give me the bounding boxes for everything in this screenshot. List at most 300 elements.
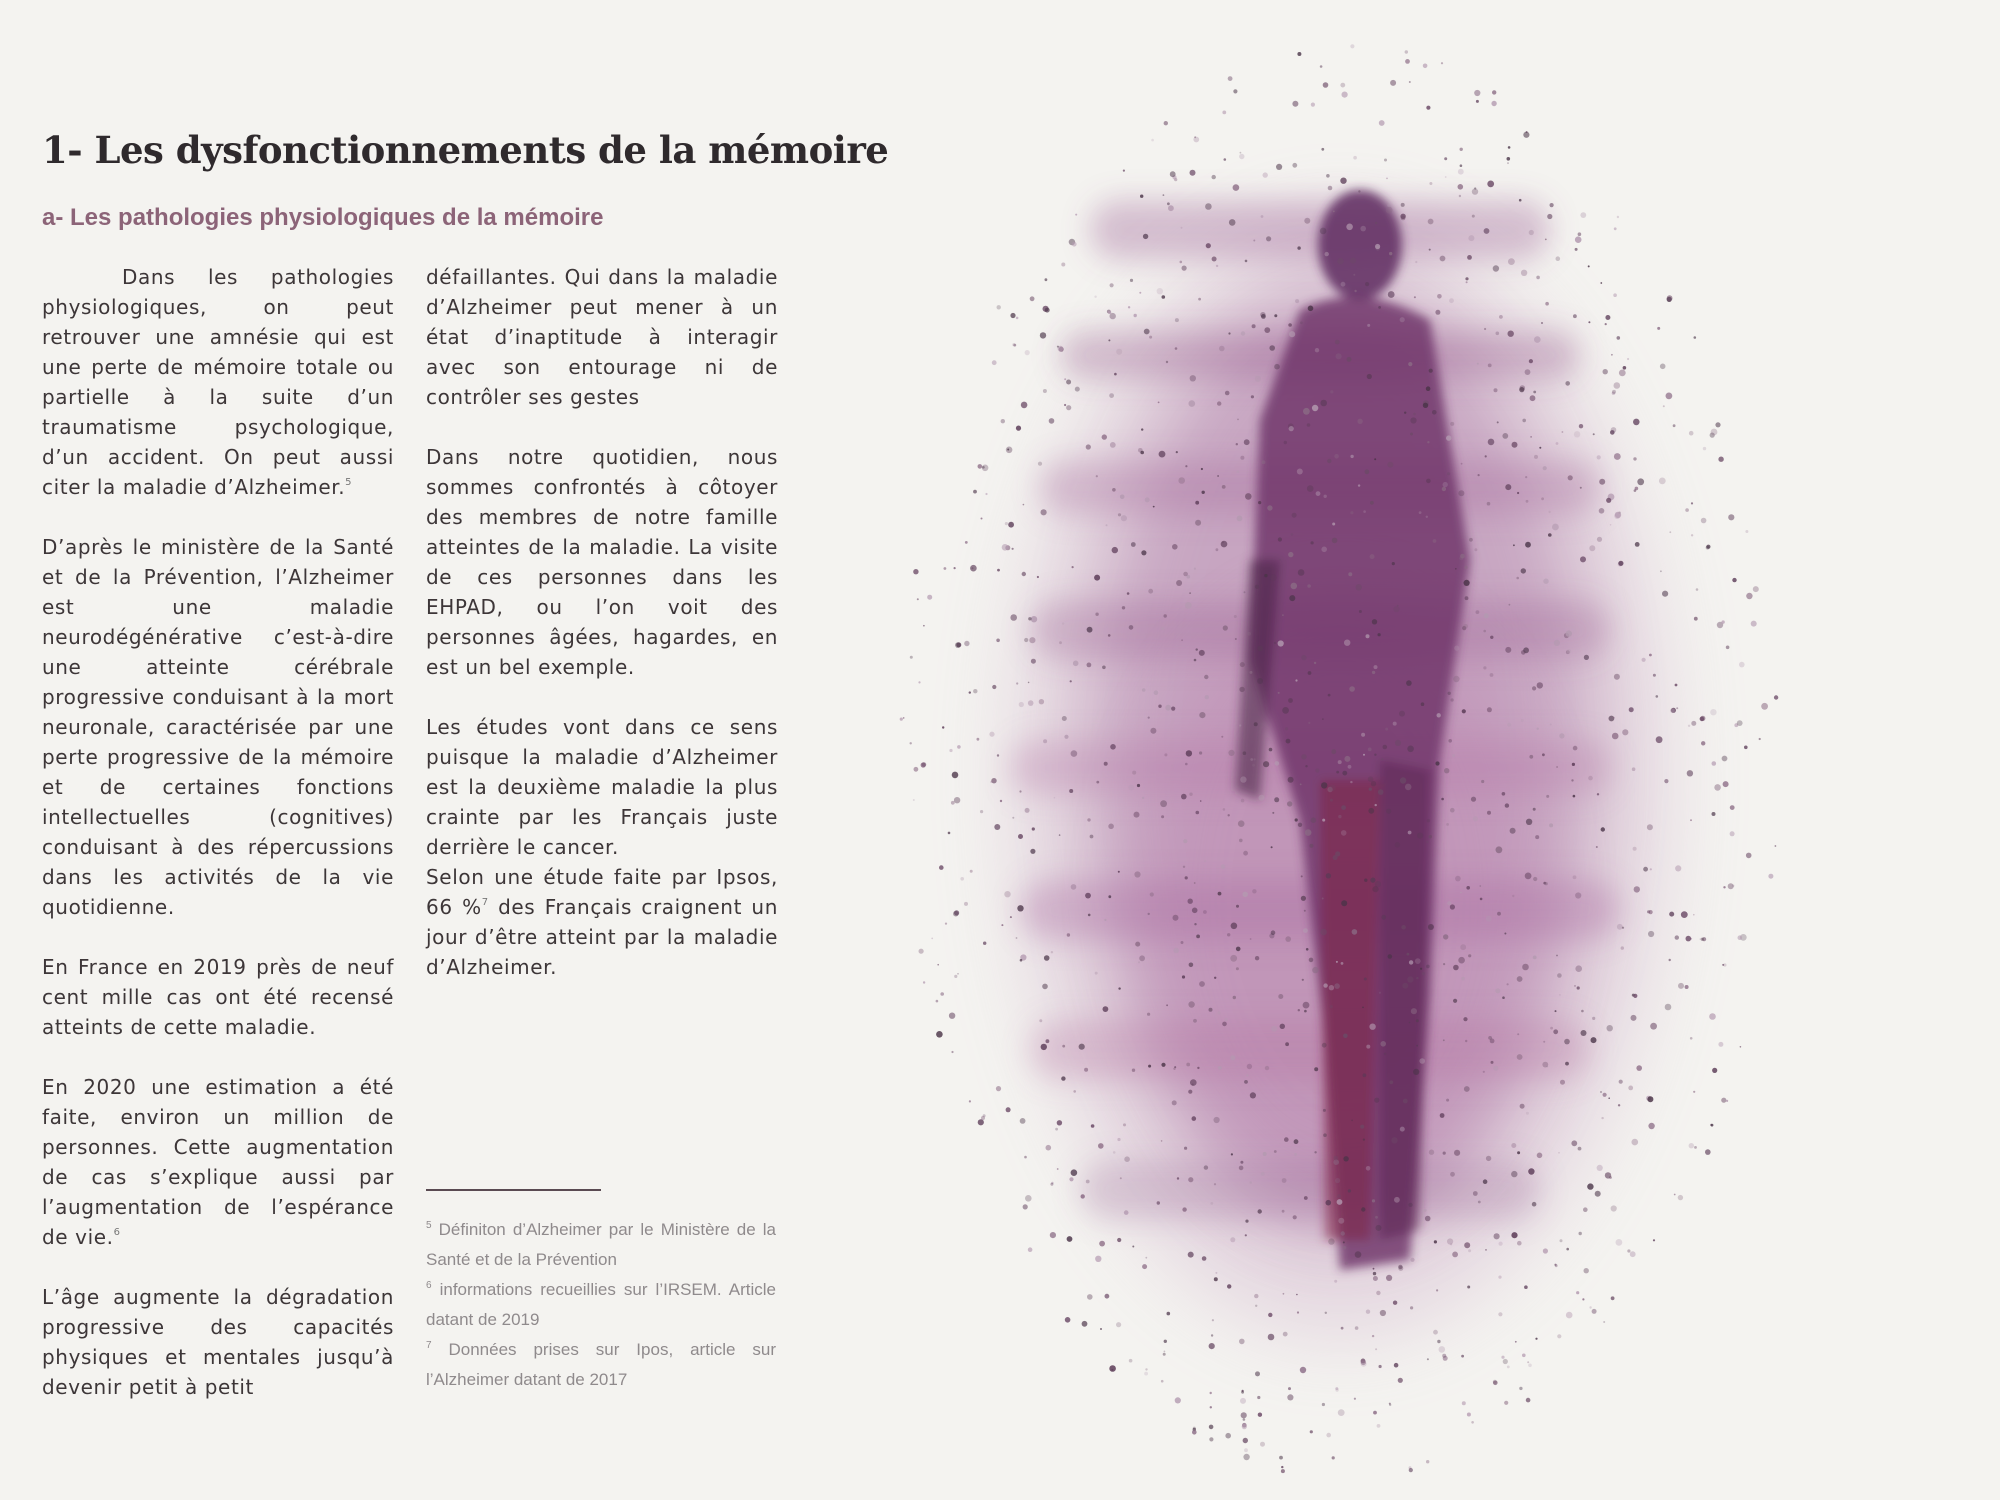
paint-speckle	[1484, 613, 1489, 618]
paint-speckle	[1061, 1076, 1065, 1080]
paint-speckle	[1181, 639, 1183, 641]
paint-speckle	[1348, 765, 1352, 769]
paint-speckle	[1485, 1249, 1487, 1251]
paint-speckle	[1428, 219, 1434, 225]
footnote-ref: 5	[345, 477, 353, 488]
paint-speckle	[1240, 456, 1244, 460]
paint-speckle	[1113, 1151, 1116, 1154]
paint-speckle	[1045, 278, 1048, 281]
paint-speckle	[1525, 873, 1532, 880]
paint-speckle	[1188, 899, 1193, 904]
paint-speckle	[1240, 776, 1246, 782]
paint-speckle	[1108, 895, 1111, 898]
paint-speckle	[1632, 1139, 1639, 1146]
paint-speckle	[1193, 1427, 1196, 1430]
paint-speckle	[1282, 1210, 1285, 1213]
paint-speckle	[1642, 658, 1646, 662]
paint-speckle	[1375, 244, 1380, 249]
paint-speckle	[1614, 382, 1621, 389]
paint-speckle	[1520, 1104, 1525, 1109]
paint-speckle	[1634, 489, 1637, 492]
paint-speckle	[937, 964, 939, 966]
paint-speckle	[1559, 733, 1564, 738]
paint-speckle	[1375, 1348, 1377, 1350]
paint-speckle	[1380, 1310, 1386, 1316]
paint-speckle	[1503, 1359, 1508, 1364]
paint-speckle	[1532, 1202, 1537, 1207]
paint-speckle	[1087, 663, 1092, 668]
paint-speckle	[1365, 469, 1370, 474]
paint-speckle	[1595, 1191, 1601, 1197]
paint-speckle	[1553, 1029, 1558, 1034]
paint-speckle	[1562, 431, 1564, 433]
paint-speckle	[1374, 665, 1378, 669]
paint-speckle	[1239, 1166, 1244, 1171]
paint-speckle	[1464, 566, 1467, 569]
paint-speckle	[1194, 568, 1196, 570]
paint-speckle	[969, 1100, 971, 1102]
paint-speckle	[1224, 1018, 1227, 1021]
paint-speckle	[1295, 679, 1297, 681]
paint-speckle	[1055, 1128, 1058, 1131]
paint-speckle	[1440, 256, 1446, 262]
footnote-number: 6	[426, 1280, 432, 1291]
footnote-text: Données prises sur Ipos, article sur l’Alzheimer datant de 2017	[426, 1340, 776, 1389]
paint-speckle	[1501, 1356, 1504, 1359]
paint-speckle	[1348, 572, 1352, 576]
paint-speckle	[1694, 336, 1697, 339]
paint-speckle	[1542, 1062, 1548, 1068]
paint-speckle	[1186, 750, 1192, 756]
paint-speckle	[1274, 364, 1280, 370]
paint-speckle	[1348, 1189, 1351, 1192]
paint-speckle	[1193, 137, 1199, 143]
paint-speckle	[1517, 976, 1523, 982]
paint-speckle	[1550, 203, 1554, 207]
paint-speckle	[1255, 376, 1261, 382]
paint-speckle	[1508, 258, 1515, 265]
paint-speckle	[1214, 1277, 1218, 1281]
paint-speckle	[1442, 1354, 1446, 1358]
paint-speckle	[1410, 1306, 1413, 1309]
paint-speckle	[1016, 937, 1018, 939]
paint-speckle	[1690, 819, 1692, 821]
paint-speckle	[1163, 194, 1165, 196]
paint-speckle	[1140, 451, 1144, 455]
paint-speckle	[1228, 76, 1233, 81]
paint-speckle	[1184, 1147, 1187, 1150]
paint-speckle	[1366, 634, 1370, 638]
paint-speckle	[1593, 433, 1595, 435]
paint-speckle	[1007, 449, 1009, 451]
paint-speckle	[1614, 453, 1621, 460]
paint-speckle	[1230, 1237, 1235, 1242]
paint-speckle	[1031, 659, 1036, 664]
paint-speckle	[1376, 1291, 1380, 1295]
paint-speckle	[1134, 871, 1140, 877]
paint-speckle	[1328, 694, 1331, 697]
paint-speckle	[1096, 475, 1098, 477]
paint-speckle	[1022, 572, 1026, 576]
paint-speckle	[1252, 889, 1256, 893]
paint-speckle	[1647, 910, 1650, 913]
paint-speckle	[1363, 1139, 1365, 1141]
paint-speckle	[1321, 782, 1327, 788]
paint-speckle	[1378, 306, 1381, 309]
paint-speckle	[1249, 671, 1252, 674]
paint-speckle	[1701, 741, 1705, 745]
paint-speckle	[1128, 785, 1134, 791]
paint-speckle	[1239, 687, 1244, 692]
paint-speckle	[1253, 240, 1255, 242]
paint-speckle	[1094, 296, 1096, 298]
paragraph-text: Dans les pathologies physiologiques, on peut retrouver une amnésie qui est une perte de mémoire totale ou partielle à la suite d’un traumatisme psychologique, d’un accident. On peut aussi citer la maladie d’Alzheimer.	[42, 265, 394, 499]
paint-speckle	[1557, 973, 1562, 978]
paint-speckle	[1450, 422, 1454, 426]
paint-speckle	[1205, 203, 1212, 210]
paint-speckle	[1185, 763, 1188, 766]
paint-speckle	[1481, 780, 1484, 783]
paint-speckle	[1678, 983, 1684, 989]
paint-speckle	[1315, 768, 1319, 772]
paint-speckle	[1239, 154, 1244, 159]
paint-speckle	[936, 1031, 943, 1038]
paint-speckle	[1205, 695, 1209, 699]
paint-speckle	[1183, 866, 1185, 868]
paint-speckle	[957, 973, 959, 975]
paint-speckle	[1227, 1284, 1231, 1288]
paint-speckle	[1234, 615, 1237, 618]
paint-speckle	[1023, 1204, 1028, 1209]
paint-speckle	[1309, 958, 1314, 963]
paint-speckle	[1239, 724, 1241, 726]
paint-speckle	[1578, 1147, 1582, 1151]
paint-speckle	[1573, 795, 1576, 798]
paint-speckle	[1297, 246, 1300, 249]
paint-speckle	[1473, 816, 1478, 821]
paint-speckle	[1363, 754, 1365, 756]
paint-speckle	[1411, 1008, 1417, 1014]
paint-speckle	[1574, 985, 1576, 987]
paint-speckle	[1286, 739, 1291, 744]
paint-speckle	[1189, 592, 1191, 594]
paint-speckle	[1611, 427, 1617, 433]
paint-speckle	[1018, 834, 1023, 839]
paint-speckle	[1181, 794, 1187, 800]
paint-speckle	[1112, 547, 1118, 553]
paint-speckle	[1588, 321, 1590, 323]
paint-speckle	[1712, 1068, 1717, 1073]
paint-speckle	[1718, 1042, 1723, 1047]
paint-speckle	[1321, 547, 1327, 553]
paint-speckle	[1634, 886, 1640, 892]
paint-speckle	[1196, 935, 1200, 939]
paint-speckle	[1375, 804, 1377, 806]
paint-speckle	[1603, 369, 1608, 374]
paint-speckle	[1242, 1424, 1247, 1429]
paint-speckle	[1527, 1361, 1529, 1363]
paint-speckle	[1507, 1366, 1510, 1369]
paint-speckle	[1609, 716, 1615, 722]
paint-speckle	[1292, 163, 1297, 168]
paint-speckle	[1355, 1251, 1362, 1258]
paint-speckle	[1388, 954, 1393, 959]
paint-speckle	[1206, 243, 1211, 248]
paint-speckle	[1426, 965, 1430, 969]
paint-speckle	[1266, 236, 1271, 241]
paint-speckle	[1694, 1146, 1697, 1149]
paint-speckle	[931, 938, 933, 940]
paint-speckle	[1165, 705, 1171, 711]
paint-speckle	[1236, 967, 1239, 970]
paint-speckle	[1448, 739, 1452, 743]
paint-speckle	[1334, 1280, 1337, 1283]
paint-speckle	[1372, 671, 1375, 674]
paint-speckle	[1721, 620, 1724, 623]
paint-speckle	[1566, 630, 1572, 636]
paint-speckle	[1142, 797, 1144, 799]
paint-speckle	[1135, 942, 1140, 947]
paint-speckle	[1278, 640, 1284, 646]
paint-speckle	[1488, 364, 1492, 368]
paint-speckle	[1487, 811, 1491, 815]
paint-speckle	[1398, 1378, 1403, 1383]
paint-speckle	[996, 639, 1000, 643]
text-column-right	[426, 262, 778, 982]
paint-speckle	[1261, 215, 1264, 218]
paint-speckle	[1450, 808, 1455, 813]
paint-speckle	[1535, 1338, 1537, 1340]
paint-speckle	[1032, 827, 1035, 830]
paint-speckle	[954, 797, 960, 803]
paint-speckle	[1255, 1371, 1260, 1376]
paint-speckle	[1141, 428, 1143, 430]
paint-speckle	[1556, 256, 1561, 261]
paint-speckle	[1437, 1340, 1440, 1343]
paint-speckle	[1525, 542, 1531, 548]
paint-speckle	[1740, 1046, 1742, 1048]
paint-speckle	[1688, 725, 1690, 727]
paint-speckle	[1365, 282, 1369, 286]
paint-speckle	[1161, 1380, 1164, 1383]
paint-speckle	[1445, 176, 1447, 178]
paint-speckle	[1166, 1004, 1168, 1006]
paint-speckle	[1415, 261, 1417, 263]
paint-speckle	[1222, 1022, 1227, 1027]
paint-speckle	[1356, 584, 1362, 590]
paint-speckle	[1611, 1205, 1617, 1211]
footnote	[426, 1335, 776, 1395]
paint-speckle	[1137, 784, 1140, 787]
footnote-divider	[426, 1189, 601, 1191]
paint-speckle	[1223, 625, 1228, 630]
paint-speckle	[1039, 1019, 1042, 1022]
paint-speckle	[1308, 671, 1312, 675]
paint-speckle	[1394, 1197, 1400, 1203]
paint-speckle	[1173, 948, 1179, 954]
paint-speckle	[1288, 1387, 1291, 1390]
paint-speckle	[1662, 591, 1668, 597]
paint-speckle	[1016, 682, 1018, 684]
paragraph	[42, 1072, 394, 1252]
paint-speckle	[1236, 947, 1241, 952]
paint-speckle	[1314, 1067, 1318, 1071]
paint-speckle	[1601, 827, 1605, 831]
paint-speckle	[1566, 1248, 1569, 1251]
paint-speckle	[1059, 641, 1062, 644]
paint-speckle	[1367, 374, 1372, 379]
paint-speckle	[1132, 771, 1136, 775]
paint-speckle	[1663, 405, 1665, 407]
paint-speckle	[1326, 1200, 1332, 1206]
paint-speckle	[1399, 711, 1405, 717]
paint-speckle	[1543, 1248, 1548, 1253]
paint-speckle	[1321, 148, 1324, 151]
paint-speckle	[1581, 1010, 1584, 1013]
paint-speckle	[1258, 1209, 1262, 1213]
paint-speckle	[1117, 1238, 1121, 1242]
paint-speckle	[1451, 698, 1454, 701]
paint-speckle	[1580, 556, 1586, 562]
paint-speckle	[1219, 346, 1225, 352]
paint-speckle	[1182, 975, 1185, 978]
paint-speckle	[1648, 1123, 1654, 1129]
paint-speckle	[1350, 44, 1354, 48]
paint-speckle	[1138, 961, 1140, 963]
paint-speckle	[1202, 1256, 1207, 1261]
paint-speckle	[1314, 1151, 1316, 1153]
paint-speckle	[1519, 199, 1522, 202]
paint-speckle	[1012, 817, 1014, 819]
paint-speckle	[1221, 541, 1228, 548]
paint-speckle	[1312, 405, 1318, 411]
paint-speckle	[1021, 402, 1028, 409]
paint-speckle	[1175, 1397, 1181, 1403]
paint-speckle	[1216, 548, 1219, 551]
paint-speckle	[1404, 412, 1406, 414]
paint-speckle	[1369, 1023, 1375, 1029]
paint-speckle	[1427, 441, 1429, 443]
paint-speckle	[1353, 156, 1357, 160]
footnote	[426, 1215, 776, 1275]
paint-speckle	[1231, 1153, 1233, 1155]
paint-speckle	[1689, 1143, 1694, 1148]
paint-speckle	[1192, 908, 1198, 914]
paint-speckle	[1703, 447, 1706, 450]
paint-speckle	[954, 910, 959, 915]
paint-speckle	[1462, 709, 1466, 713]
paint-speckle	[1632, 767, 1636, 771]
paint-speckle	[1512, 895, 1514, 897]
paint-speckle	[1693, 914, 1695, 916]
paint-speckle	[1237, 470, 1240, 473]
paint-speckle	[1278, 692, 1280, 694]
paint-speckle	[1432, 410, 1437, 415]
paint-speckle	[1114, 373, 1117, 376]
paint-speckle	[1502, 433, 1508, 439]
paint-speckle	[1543, 1041, 1545, 1043]
paint-speckle	[1726, 1100, 1728, 1102]
paint-speckle	[1289, 331, 1295, 337]
paint-speckle	[1614, 674, 1620, 680]
paint-speckle	[1342, 92, 1348, 98]
paint-speckle	[1066, 405, 1071, 410]
paint-speckle	[1670, 709, 1675, 714]
paint-speckle	[1528, 1364, 1532, 1368]
paint-speckle	[954, 975, 957, 978]
paint-speckle	[1257, 1396, 1260, 1399]
paint-speckle	[1597, 455, 1601, 459]
paint-speckle	[1200, 800, 1202, 802]
paint-speckle	[1252, 764, 1255, 767]
paint-speckle	[1474, 187, 1476, 189]
paint-speckle	[1575, 236, 1582, 243]
paint-speckle	[1459, 195, 1461, 197]
paint-speckle	[1162, 295, 1166, 299]
paint-speckle	[1732, 578, 1736, 582]
paint-speckle	[1378, 633, 1381, 636]
paint-speckle	[1086, 628, 1088, 630]
paint-speckle	[1537, 682, 1543, 688]
paint-speckle	[1508, 146, 1511, 149]
paint-speckle	[1280, 1024, 1285, 1029]
paint-speckle	[1081, 1194, 1085, 1198]
paint-speckle	[1185, 602, 1192, 609]
paint-speckle	[1565, 381, 1570, 386]
paint-speckle	[1142, 688, 1146, 692]
paint-speckle	[1164, 121, 1168, 125]
paint-speckle	[1245, 1220, 1248, 1223]
paint-speckle	[1499, 315, 1503, 319]
paint-speckle	[1490, 1039, 1495, 1044]
paint-speckle	[1477, 363, 1479, 365]
paint-speckle	[1581, 1030, 1587, 1036]
paint-speckle	[1587, 1183, 1593, 1189]
paint-speckle	[1414, 296, 1416, 298]
paint-speckle	[1325, 252, 1329, 256]
paint-speckle	[1218, 892, 1222, 896]
paint-speckle	[1343, 1034, 1348, 1039]
paint-speckle	[1737, 720, 1743, 726]
paint-speckle	[1441, 62, 1443, 64]
paint-speckle	[952, 772, 959, 779]
paint-speckle	[1265, 1066, 1269, 1070]
paint-speckle	[1001, 924, 1003, 926]
paint-speckle	[973, 689, 977, 693]
paint-speckle	[1180, 261, 1183, 264]
paint-speckle	[1121, 515, 1127, 521]
paint-speckle	[1627, 1249, 1630, 1252]
paint-speckle	[1401, 925, 1406, 930]
paint-speckle	[1337, 1194, 1341, 1198]
paint-speckle	[1292, 101, 1298, 107]
paint-speckle	[1329, 785, 1336, 792]
paint-speckle	[1301, 754, 1306, 759]
paint-speckle	[1140, 195, 1143, 198]
paint-speckle	[1386, 1275, 1392, 1281]
paint-speckle	[1395, 842, 1401, 848]
paint-speckle	[1288, 323, 1292, 327]
paint-speckle	[1095, 613, 1098, 616]
paint-speckle	[1354, 1398, 1356, 1400]
paint-speckle	[1455, 568, 1457, 570]
paint-speckle	[1177, 1177, 1179, 1179]
paint-speckle	[1350, 511, 1353, 514]
paint-speckle	[1275, 761, 1280, 766]
paint-speckle	[991, 778, 996, 783]
paint-speckle	[1231, 923, 1238, 930]
paint-speckle	[1185, 876, 1188, 879]
